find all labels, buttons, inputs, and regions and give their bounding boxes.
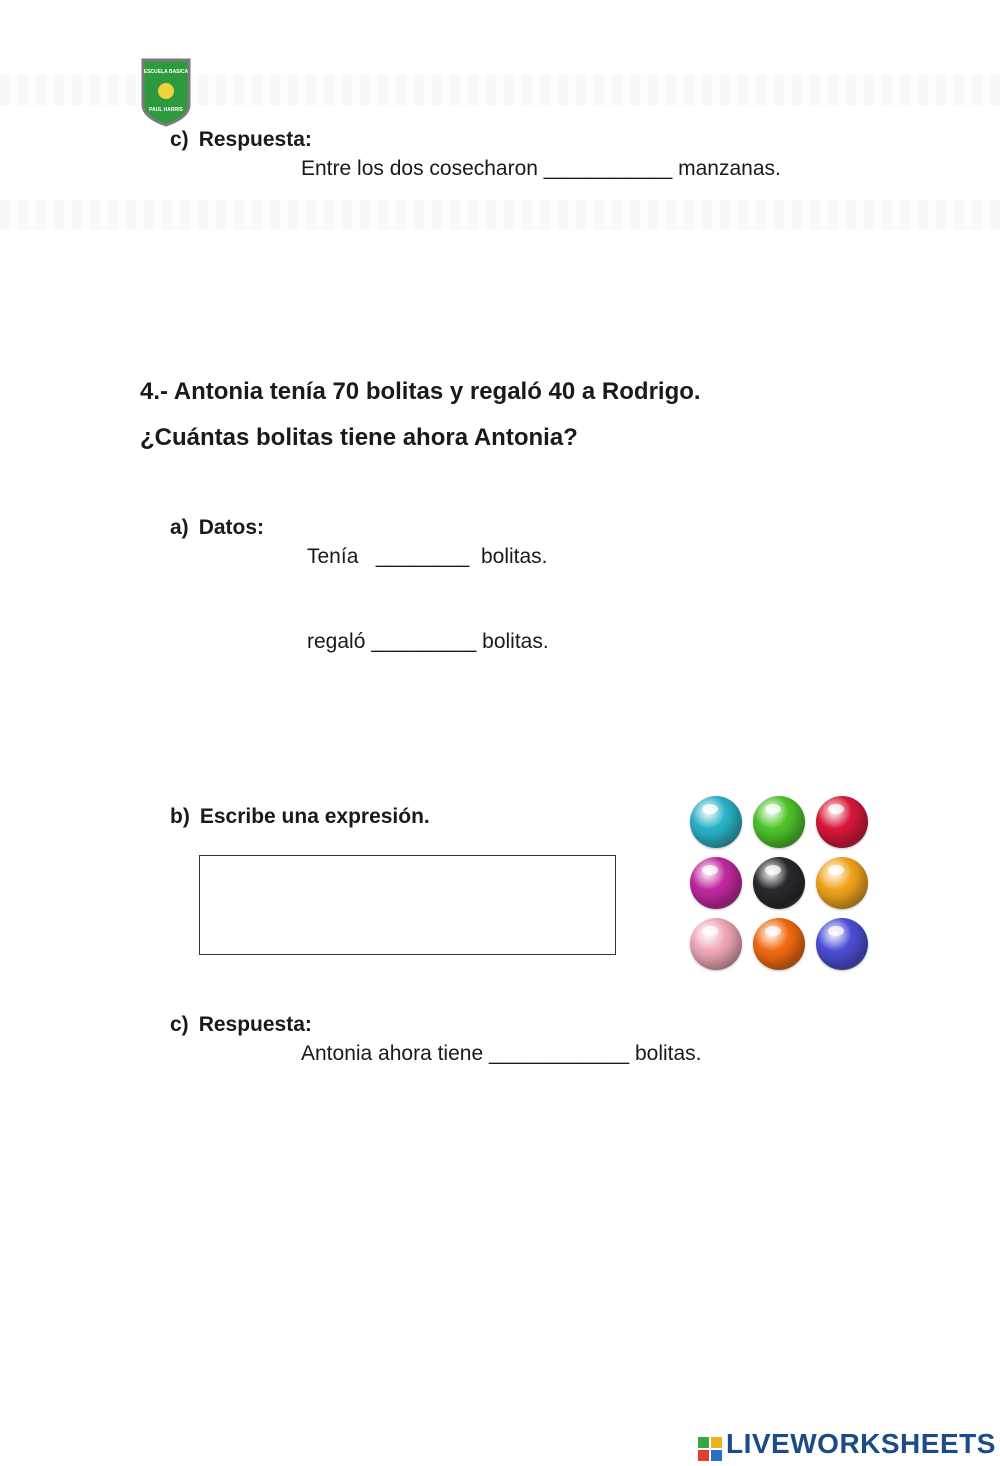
school-logo [140,57,192,127]
marble-red [816,796,868,848]
expression-letter: b) [170,805,190,828]
marble-pink [690,918,742,970]
question-4-prompt: ¿Cuántas bolitas tiene ahora Antonia? [140,424,578,451]
watermark-text: LIVEWORKSHEETS [726,1428,996,1459]
expression-title: Escribe una expresión. [199,805,430,828]
marble-black [753,857,805,909]
prev-answer-title: Respuesta: [198,128,312,151]
svg-text:PAUL HARRIS: PAUL HARRIS [149,107,183,113]
marble-orange [753,918,805,970]
marble-green [753,796,805,848]
marble-blue [816,918,868,970]
question-4-statement: 4.- Antonia tenía 70 bolitas y regaló 40 a Rodrigo. [140,378,701,405]
marbles-image [684,790,876,982]
prev-answer-label [170,128,312,152]
data-letter: a) [170,516,189,539]
prev-answer-letter: c) [170,128,189,151]
liveworksheets-logo-icon [698,1437,722,1461]
prev-answer-sentence: Entre los dos cosecharon ___________ manzanas. [301,157,781,180]
answer-title: Respuesta: [198,1013,312,1036]
marble-magenta [690,857,742,909]
data-line-had: Tenía ________ bolitas. [307,545,548,568]
expression-answer-box[interactable] [199,855,616,955]
svg-text:ESCUELA BASICA: ESCUELA BASICA [143,69,189,75]
marble-yellow [816,857,868,909]
marble-cyan [690,796,742,848]
answer-label [170,1013,312,1037]
data-line-gave: regaló _________ bolitas. [307,630,549,653]
answer-sentence: Antonia ahora tiene ____________ bolitas. [301,1042,702,1065]
data-title: Datos: [198,516,265,539]
liveworksheets-watermark [698,1428,996,1461]
expression-label [170,805,430,829]
answer-letter: c) [170,1013,189,1036]
background-artifact [0,200,1000,230]
data-label [170,516,264,540]
